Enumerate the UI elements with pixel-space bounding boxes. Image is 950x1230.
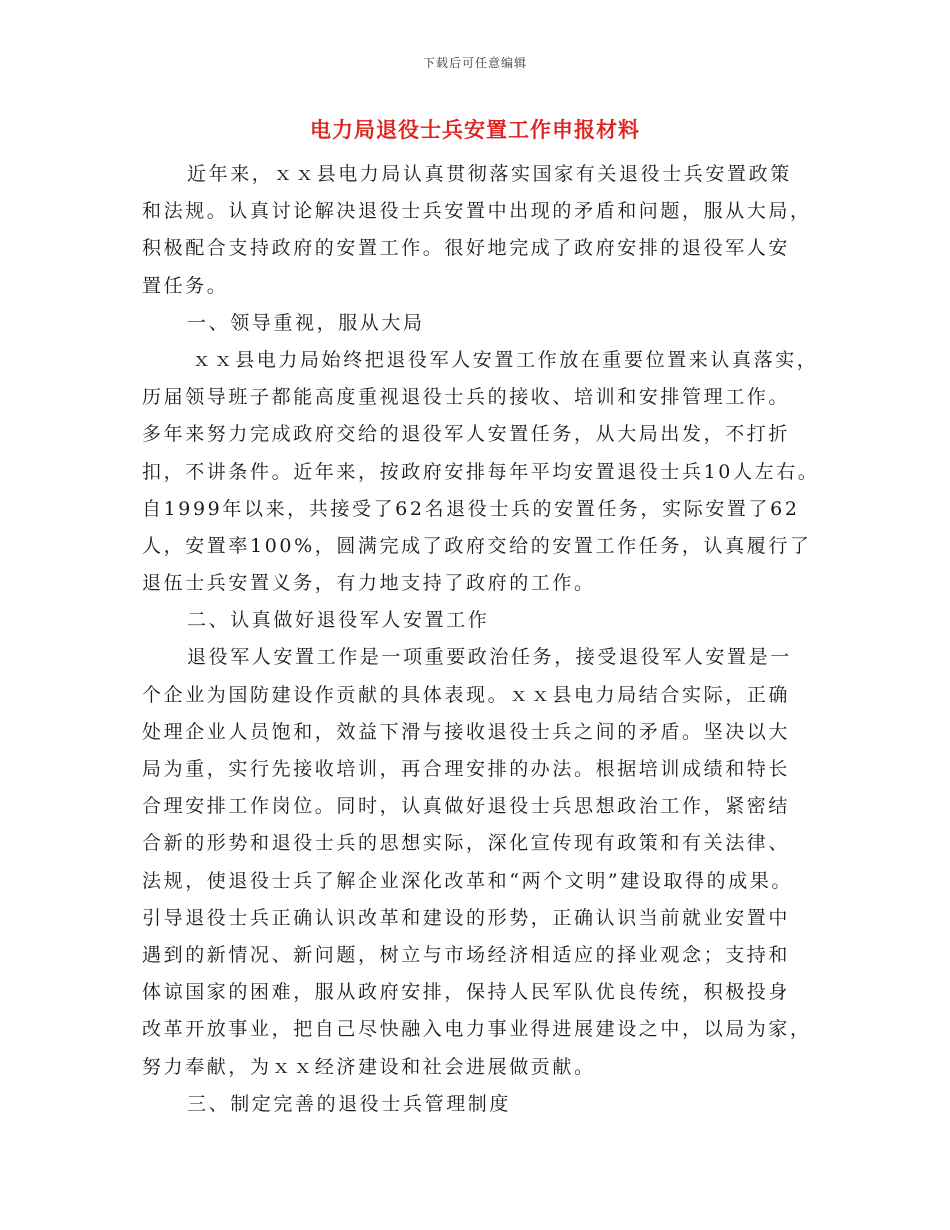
body-line: 引导退役士兵正确认识改革和建设的形势，正确认识当前就业安置中 (142, 906, 791, 929)
body-line: 一、领导重视，服从大局 (187, 311, 425, 334)
body-line: 多年来努力完成政府交给的退役军人安置任务，从大局出发，不打折 (142, 423, 791, 446)
body-line: 近年来，ｘｘ县电力局认真贯彻落实国家有关退役士兵安置政策 (187, 163, 792, 185)
body-line: 退伍士兵安置义务，有力地支持了政府的工作。 (142, 572, 596, 595)
body-line: 改革开放事业，把自己尽快融入电力事业得进展建设之中，以局为家， (142, 1018, 812, 1041)
body-line: 三、制定完善的退役士兵管理制度 (187, 1092, 512, 1115)
body-line: 合理安排工作岗位。同时，认真做好退役士兵思想政治工作，紧密结 (142, 795, 791, 818)
body-line: 退役军人安置工作是一项重要政治任务，接受退役军人安置是一 (187, 646, 792, 669)
body-line: 自1999年以来，共接受了62名退役士兵的安置任务，实际安置了62 (142, 497, 800, 520)
body-line: 处理企业人员饱和，效益下滑与接收退役士兵之间的矛盾。坚决以大 (142, 720, 791, 743)
body-line: 历届领导班子都能高度重视退役士兵的接收、培训和安排管理工作。 (142, 386, 791, 409)
header-note: 下载后可任意编辑 (422, 56, 527, 70)
body-line: 遇到的新情况、新问题，树立与市场经济相适应的择业观念；支持和 (142, 943, 791, 966)
document-title: 电力局退役士兵安置工作申报材料 (310, 117, 640, 142)
body-line: 积极配合支持政府的安置工作。很好地完成了政府安排的退役军人安 (142, 237, 791, 260)
document-body (142, 156, 820, 1123)
body-line: 法规，使退役士兵了解企业深化改革和“两个文明”建设取得的成果。 (142, 869, 794, 892)
body-line: 和法规。认真讨论解决退役士兵安置中出现的矛盾和问题，服从大局， (142, 200, 812, 223)
body-line: 二、认真做好退役军人安置工作 (187, 609, 490, 632)
body-line: 合新的形势和退役士兵的思想实际，深化宣传现有政策和有关法律、 (142, 832, 791, 855)
body-line: 置任务。 (142, 274, 229, 297)
body-line: 扣，不讲条件。近年来，按政府安排每年平均安置退役士兵10人左右。 (142, 460, 820, 483)
body-line: 局为重，实行先接收培训，再合理安排的办法。根据培训成绩和特长 (142, 758, 791, 780)
body-line: 人，安置率100%，圆满完成了政府交给的安置工作任务，认真履行了 (142, 534, 812, 557)
body-line: 努力奉献，为ｘｘ经济建设和社会进展做贡献。 (142, 1055, 596, 1078)
body-line: ｘｘ县电力局始终把退役军人安置工作放在重要位置来认真落实， (192, 348, 819, 371)
body-line: 体谅国家的困难，服从政府安排，保持人民军队优良传统，积极投身 (142, 981, 791, 1004)
body-line: 个企业为国防建设作贡献的具体表现。ｘｘ县电力局结合实际，正确 (142, 683, 791, 706)
